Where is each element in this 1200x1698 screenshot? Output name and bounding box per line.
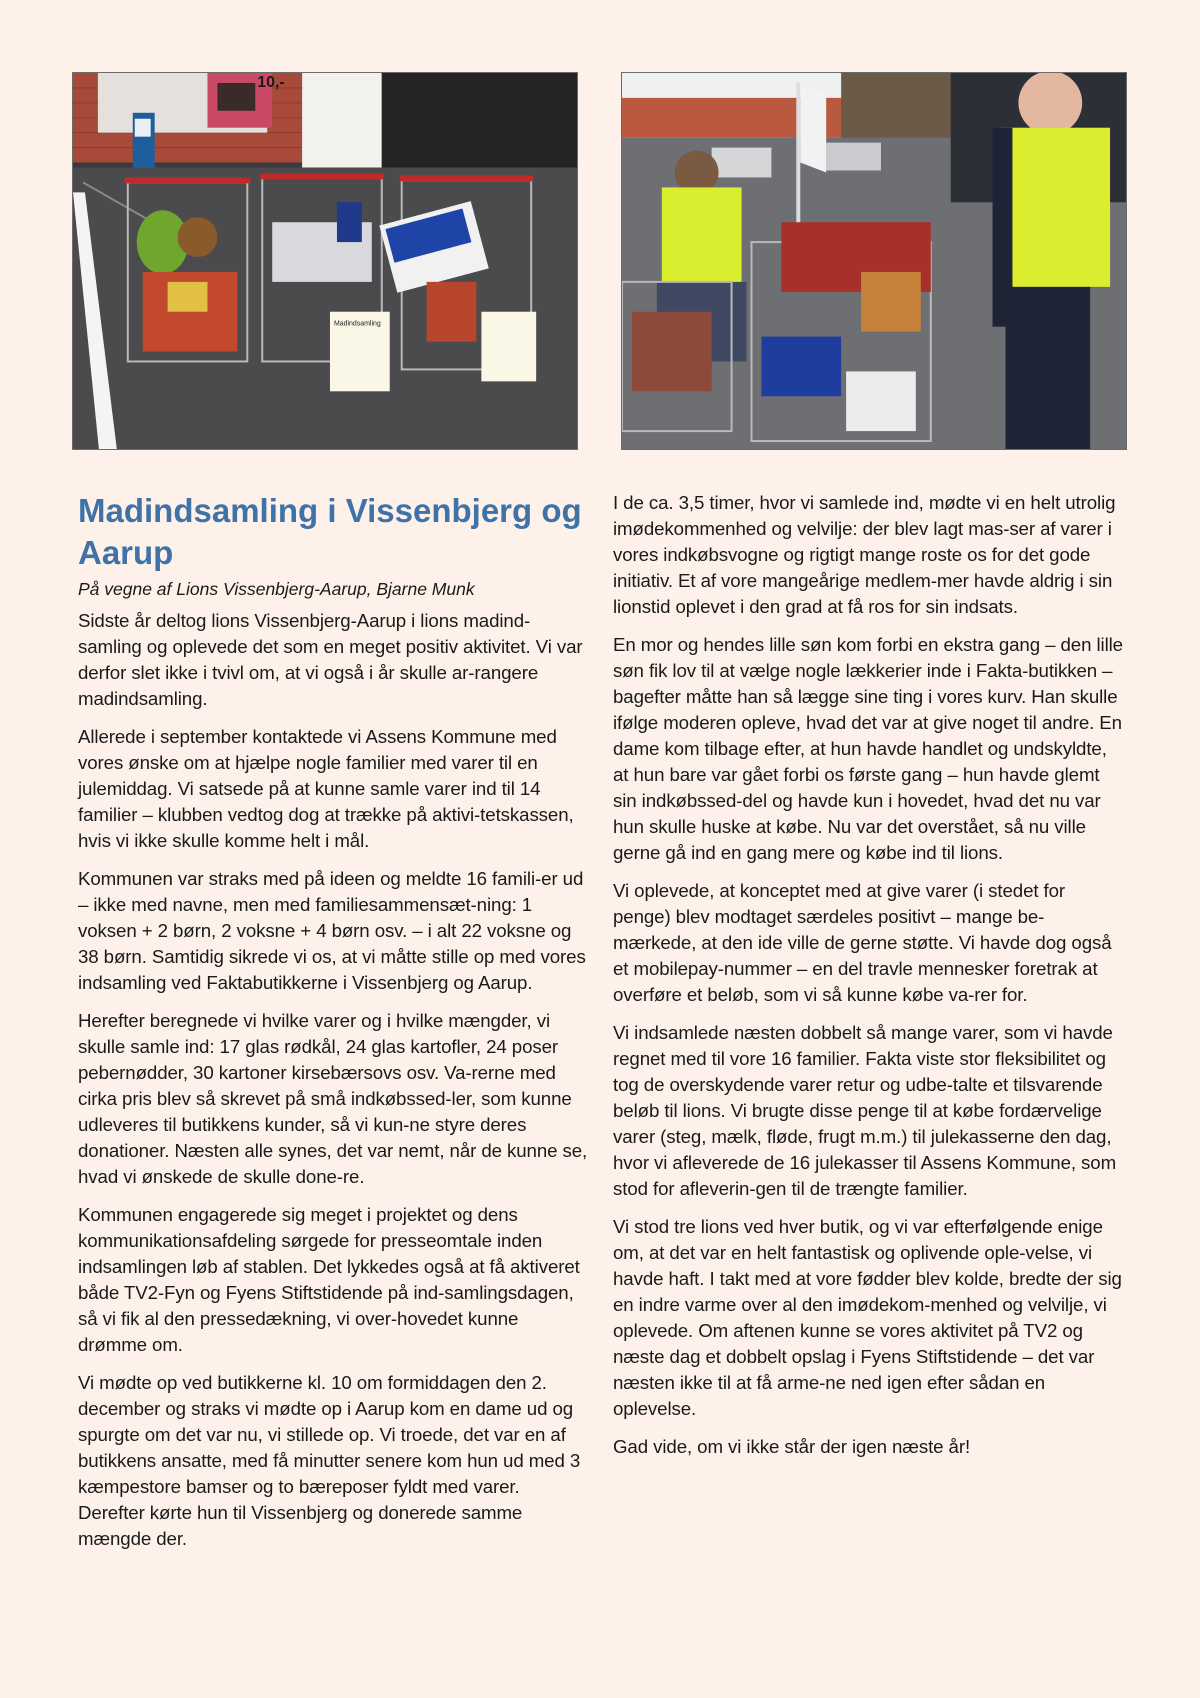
- paragraph: Vi oplevede, at konceptet med at give varer (i stedet for penge) blev modtaget særdeles positivt – mange be-mærkede, at den ide ville de gerne støtte. Vi havde dog også et mobilepay-nummer – en del travle mennesker foretrak at overføre et beløb, som vi så kunne købe va-rer for.: [613, 880, 1112, 1005]
- photo-carts-illustration: [73, 73, 577, 449]
- paragraph: Allerede i september kontaktede vi Assens Kommune med vores ønske om at hjælpe nogle familier med varer til en julemiddag. Vi satsede på at kunne samle varer ind til 14 familier – klubben vedtog dog at trække på aktivi-tetskassen, hvis vi ikke skulle komme helt i mål.: [78, 726, 574, 851]
- paragraph: I de ca. 3,5 timer, hvor vi samlede ind, mødte vi en helt utrolig imødekommenhed og velvilje: der blev lagt mas-ser af varer i vores indkøbsvogne og rigtigt mange roste os for det gode initiativ. Et af vore mangeårige medlem-mer havde aldrig i sin lionstid oplevet i den grad at få ros for sin indsats.: [613, 492, 1116, 617]
- photo-volunteers-illustration: [622, 73, 1126, 449]
- paragraph: Herefter beregnede vi hvilke varer og i hvilke mængder, vi skulle samle ind: 17 glas rødkål, 24 glas kartofler, 24 poser pebernødder, 30 kartoner kirsebærsovs osv. Va-rerne med cirka pris blev så skrevet på små indkøbssed-ler, som kunne udleveres til butikkens kunder, så vi kun-ne styre deres donationer. Næsten alle synes, det var nemt, når de kunne se, hvad vi ønskede de skulle done-re.: [78, 1010, 588, 1187]
- paragraph: Gad vide, om vi ikke står der igen næste år!: [613, 1436, 971, 1457]
- article-left-column: [78, 490, 588, 1564]
- paragraph: Kommunen engagerede sig meget i projektet og dens kommunikationsafdeling sørgede for presseomtale inden indsamlingen løb af stablen. Det lykkedes også at få aktiveret både TV2-Fyn og Fyens Stiftstidende på ind-samlingsdagen, så vi fik al den pressedækning, vi over-hovedet kunne drømme om.: [78, 1204, 580, 1355]
- photo-volunteers: [621, 72, 1127, 450]
- paragraph: Sidste år deltog lions Vissenbjerg-Aarup i lions madind-samling og oplevede det som en meget positiv aktivitet. Vi var derfor slet ikke i tvivl om, at vi også i år skulle ar-rangere madindsamling.: [78, 610, 583, 709]
- photo-shopping-carts: [72, 72, 578, 450]
- price-sign-text: 10,-: [257, 73, 285, 91]
- paragraph: Vi stod tre lions ved hver butik, og vi var efterfølgende enige om, at det var en helt fantastisk og oplivende ople-velse, vi havde haft. I takt med at vore fødder blev kolde, bredte der sig en indre varme over al den imødekom-menhed og velvilje, vi oplevede. Om aftenen kunne se vores aktivitet på TV2 og næste dag et dobbelt opslag i Fyens Stiftstidende – det var næsten ikke til at få arme-ne ned igen efter sådan en oplevelse.: [613, 1216, 1122, 1419]
- paragraph: En mor og hendes lille søn kom forbi en ekstra gang – den lille søn fik lov til at vælge nogle lækkerier inde i Fakta-butikken – bagefter måtte han så lægge sine ting i vores kurv. Han skulle ifølge moderen opleve, hvad det var at give noget til andre. En dame kom tilbage efter, at hun havde handlet og undskyldte, at hun bare var gået forbi os første gang – hun havde glemt sin indkøbssed-del og havde kun i hovedet, hvad det nu var hun skulle huske at købe. Nu var det overstået, så nu ville gerne gå ind en gang mere og købe ind til lions.: [613, 634, 1123, 863]
- article-title: Madindsamling i Vissenbjerg og Aarup: [78, 492, 582, 571]
- paragraph: Vi mødte op ved butikkerne kl. 10 om formiddagen den 2. december og straks vi mødte op i Aarup kom en dame ud og spurgte om det var nu, vi stillede op. Vi troede, det var en af butikkens ansatte, med få minutter senere kom hun ud med 3 kæmpestore bamser og to bæreposer fyldt med varer. Derefter kørte hun til Vissenbjerg og donerede samme mængde der.: [78, 1372, 581, 1549]
- paragraph: Vi indsamlede næsten dobbelt så mange varer, som vi havde regnet med til vore 16 familier. Fakta viste stor fleksibilitet og tog de overskydende varer retur og udbe-talte et tilsvarende beløb til lions. Vi brugte disse penge til at købe fordærvelige varer (steg, mælk, fløde, frugt m.m.) til julekasserne den dag, hvor vi afleverede de 16 julekasser til Assens Kommune, som stod for afleverin-gen til de trængte familier.: [613, 1022, 1117, 1199]
- cart-card-text: Madindsamling: [333, 320, 381, 328]
- paragraph: Kommunen var straks med på ideen og meldte 16 famili-er ud – ikke med navne, men med familiesammensæt-ning: 1 voksen + 2 børn, 2 voksne + 4 børn osv. – i alt 22 voksne og 38 børn. Samtidig sikrede vi os, at vi måtte stille op med vores indsamling ved Faktabutikkerne i Vissenbjerg og Aarup.: [78, 868, 586, 993]
- article-byline: På vegne af Lions Vissenbjerg-Aarup, Bjarne Munk: [78, 579, 475, 599]
- article-right-column: [613, 490, 1123, 1472]
